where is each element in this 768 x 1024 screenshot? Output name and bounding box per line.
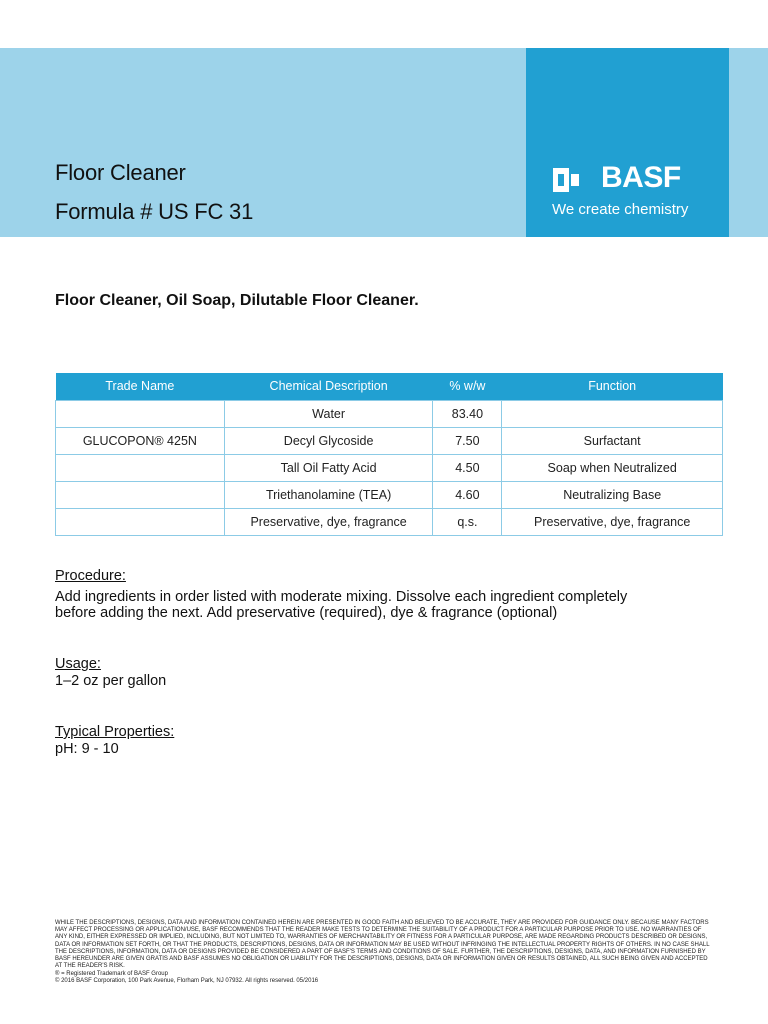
table-cell	[56, 400, 225, 427]
column-header: Function	[502, 373, 723, 400]
table-cell: 7.50	[433, 427, 502, 454]
table-cell: 4.60	[433, 481, 502, 508]
procedure-heading: Procedure:	[55, 568, 126, 584]
column-header: Trade Name	[56, 373, 225, 400]
basf-wordmark: BASF	[601, 161, 681, 194]
table-cell: 83.40	[433, 400, 502, 427]
table-cell: Decyl Glycoside	[224, 427, 433, 454]
logo-tagline: We create chemistry	[552, 201, 689, 218]
table-header-row	[56, 373, 723, 400]
table-cell: Soap when Neutralized	[502, 454, 723, 481]
table-cell: Surfactant	[502, 427, 723, 454]
table-cell: 4.50	[433, 454, 502, 481]
procedure-line-1: Add ingredients in order listed with moderate mixing. Dissolve each ingredient completely	[55, 589, 628, 605]
table-cell: q.s.	[433, 508, 502, 535]
column-header: Chemical Description	[224, 373, 433, 400]
table-row	[56, 400, 723, 427]
usage-text: 1–2 oz per gallon	[55, 673, 167, 689]
table-cell	[56, 454, 225, 481]
table-cell: GLUCOPON® 425N	[56, 427, 225, 454]
table-cell: Tall Oil Fatty Acid	[224, 454, 433, 481]
table-cell: Neutralizing Base	[502, 481, 723, 508]
usage-heading: Usage:	[55, 656, 101, 672]
table-cell: Preservative, dye, fragrance	[224, 508, 433, 535]
table-cell: Preservative, dye, fragrance	[502, 508, 723, 535]
column-header: % w/w	[433, 373, 502, 400]
table-row	[56, 454, 723, 481]
copyright-note: © 2016 BASF Corporation, 100 Park Avenue, Florham Park, NJ 07932. All rights reserved. 05/2016	[55, 978, 319, 984]
table-row	[56, 481, 723, 508]
table-cell	[56, 508, 225, 535]
product-subtitle: Floor Cleaner, Oil Soap, Dilutable Floor Cleaner.	[55, 292, 419, 309]
table-cell	[56, 481, 225, 508]
table-row	[56, 427, 723, 454]
properties-heading: Typical Properties:	[55, 724, 175, 740]
trademark-note: ® = Registered Trademark of BASF Group	[55, 971, 168, 977]
properties-text: pH: 9 - 10	[55, 741, 119, 757]
legal-disclaimer: WHILE THE DESCRIPTIONS, DESIGNS, DATA AND INFORMATION CONTAINED HEREIN ARE PRESENTED IN GOOD FAITH AND BELIEVED TO BE ACCURATE, THEY ARE PROVIDED FOR GUIDANCE ONLY. BECAUSE MANY FACTORS MAY AFFECT PROCESSING OR APPLICATION/USE, BASF RECOMMENDS THAT THE READER MAKE TESTS TO DETERMINE THE SUITABILITY OF A PRODUCT FOR A PARTICULAR PURPOSE PRIOR TO USE. NO WARRANTIES OF ANY KIND, EITHER EXPRESSED OR IMPLIED, INCLUDING, BUT NOT LIMITED TO, WARRANTIES OF MERCHANTABILITY OR FITNESS FOR A PARTICULAR PURPOSE, ARE MADE REGARDING PRODUCTS DESCRIBED OR DESIGNS, DATA OR INFORMATION SET FORTH, OR THAT THE PRODUCTS, DESCRIPTIONS, DESIGNS, DATA OR INFORMATION MAY BE USED WITHOUT INFRINGING THE INTELLECTUAL PROPERTY RIGHTS OF OTHERS. IN NO CASE SHALL THE DESCRIPTIONS, INFORMATION, DATA OR DESIGNS PROVIDED BE CONSIDERED A PART OF BASF'S TERMS AND CONDITIONS OF SALE. FURTHER, THE DESCRIPTIONS, DESIGNS, DATA, AND INFORMATION FURNISHED BY BASF HEREUNDER ARE GIVEN GRATIS AND BASF ASSUMES NO OBLIGATION OR LIABILITY FOR THE DESCRIPTIONS, DESIGNS, DATA OR INFORMATION GIVEN OR RESULTS OBTAINED, ALL SUCH BEING GIVEN AND ACCEPTED AT THE READER'S RISK.	[55, 920, 710, 970]
page-title: Floor Cleaner	[55, 160, 186, 185]
table-cell: Water	[224, 400, 433, 427]
table-row	[56, 508, 723, 535]
table-cell	[502, 400, 723, 427]
formula-number: Formula # US FC 31	[55, 199, 254, 224]
basf-logo-icon	[553, 168, 580, 192]
ingredients-table	[55, 373, 723, 536]
table-cell: Triethanolamine (TEA)	[224, 481, 433, 508]
procedure-line-2: before adding the next. Add preservative (required), dye & fragrance (optional)	[55, 605, 558, 621]
